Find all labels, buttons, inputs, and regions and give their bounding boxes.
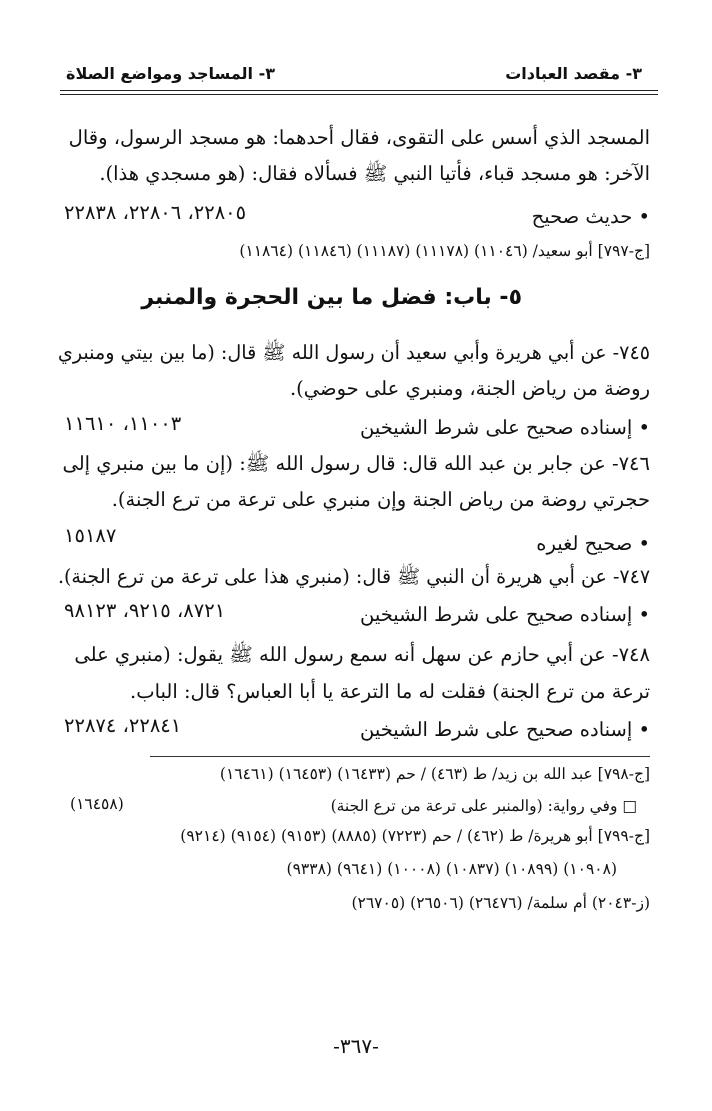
reference-line: (٩٣٣٨) (٩٦٤١) (١٠٠٠٨) (١٠٨٣٧) (١٠٨٩٩) (١٠٩٠٨) bbox=[286, 860, 617, 878]
hadith-numbers: ١٥١٨٧ bbox=[64, 524, 117, 547]
header-rule bbox=[60, 90, 658, 91]
hadith-grade: • صحيح لغيره bbox=[536, 532, 650, 555]
header-rule-double bbox=[60, 94, 658, 95]
page-number: -٣٦٧- bbox=[333, 1034, 379, 1058]
hadith-numbers: ٢٢٨٠٥، ٢٢٨٠٦، ٢٢٨٣٨ bbox=[64, 201, 247, 224]
hadith-748-line: ترعة من ترع الجنة) فقلت له ما الترعة يا أبا العباس؟ قال: الباب. bbox=[130, 680, 650, 703]
hadith-745-line: روضة من رياض الجنة، ومنبري على حوضي). bbox=[289, 377, 650, 400]
hadith-grade: • إسناده صحيح على شرط الشيخين bbox=[359, 718, 650, 741]
hadith-746-line: ٧٤٦- عن جابر بن عبد الله قال: قال رسول الله ﷺ: (إن ما بين منبري إلى bbox=[62, 452, 650, 475]
hadith-numbers: ٢٢٨٤١، ٢٢٨٧٤ bbox=[64, 714, 182, 737]
running-header-chapter: ٣- المساجد ومواضع الصلاة bbox=[66, 64, 276, 83]
reference-line: [ج-٧٩٨] عبد الله بن زيد/ ط (٤٦٣) / حم (١٦٤٣٣) (١٦٤٥٣) (١٦٤٦١) bbox=[219, 765, 650, 783]
running-header-section: ٣- مقصد العبادات bbox=[505, 64, 642, 83]
reference-line: [ج-٧٩٧] أبو سعيد/ (١١٠٤٦) (١١١٧٨) (١١١٨٧) (١١٨٤٦) (١١٨٦٤) bbox=[239, 242, 650, 260]
body-line: المسجد الذي أسس على التقوى، فقال أحدهما: هو مسجد الرسول، وقال bbox=[68, 126, 650, 149]
hadith-grade: • حديث صحيح bbox=[531, 205, 650, 228]
reference-line: (ز-٢٠٤٣) أم سلمة/ (٢٦٤٧٦) (٢٦٥٠٦) (٢٦٧٠٥) bbox=[351, 894, 650, 912]
hadith-748-line: ٧٤٨- عن أبي حازم عن سهل أنه سمع رسول الله ﷺ يقول: (منبري على bbox=[74, 643, 650, 666]
reference-variant: □ وفي رواية: (والمنبر على ترعة من ترع الجنة) bbox=[330, 797, 637, 815]
hadith-grade: • إسناده صحيح على شرط الشيخين bbox=[359, 416, 650, 439]
hadith-746-line: حجرتي روضة من رياض الجنة وإن منبري على ترعة من ترع الجنة). bbox=[111, 488, 650, 511]
reference-line: [ج-٧٩٩] أبو هريرة/ ط (٤٦٢) / حم (٧٢٢٣) (٨٨٨٥) (٩١٥٣) (٩١٥٤) (٩٢١٤) bbox=[180, 827, 650, 845]
reference-number: (١٦٤٥٨) bbox=[70, 795, 124, 813]
hadith-747-line: ٧٤٧- عن أبي هريرة أن النبي ﷺ قال: (منبري هذا على ترعة من ترع الجنة). bbox=[57, 565, 650, 588]
hadith-numbers: ٨٧٢١، ٩٢١٥، ٩٨١٢٣ bbox=[64, 599, 226, 622]
body-line: الآخر: هو مسجد قباء، فأتيا النبي ﷺ فسألاه فقال: (هو مسجدي هذا). bbox=[99, 162, 650, 185]
footnote-separator bbox=[150, 756, 650, 757]
hadith-grade: • إسناده صحيح على شرط الشيخين bbox=[359, 603, 650, 626]
chapter-heading: ٥- باب: فضل ما بين الحجرة والمنبر bbox=[141, 285, 522, 310]
hadith-numbers: ١١٠٠٣، ١١٦١٠ bbox=[64, 412, 182, 435]
hadith-745-line: ٧٤٥- عن أبي هريرة وأبي سعيد أن رسول الله ﷺ قال: (ما بين بيتي ومنبري bbox=[57, 341, 650, 364]
